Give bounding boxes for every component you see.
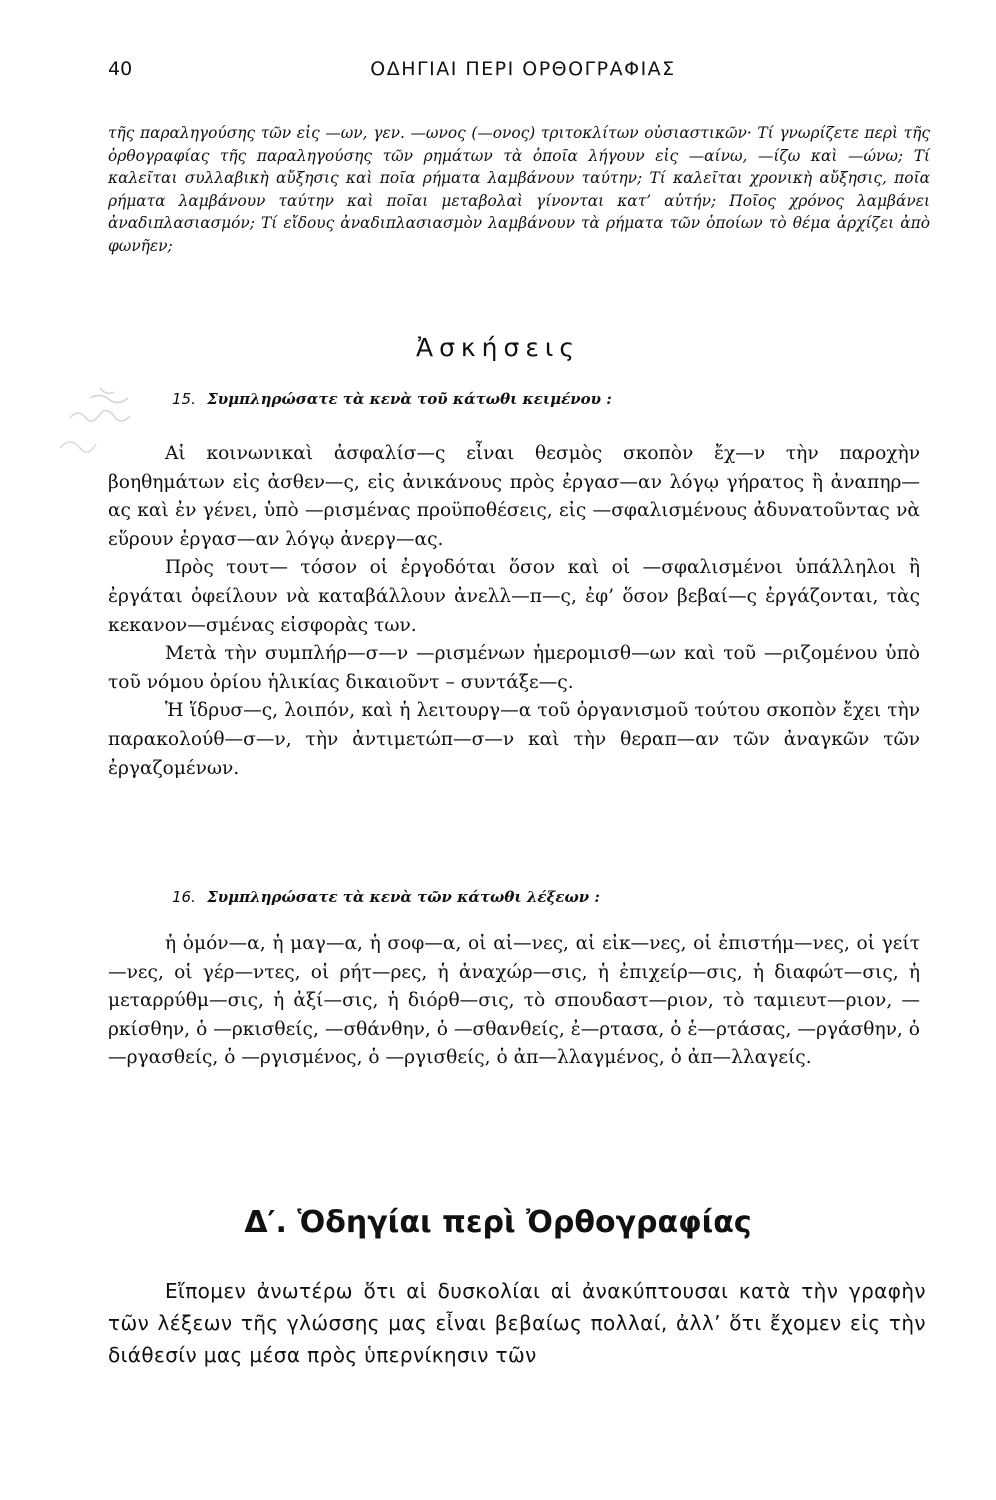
exercise-16-text [108,930,920,1073]
section-paragraph: Εἴπομεν ἀνωτέρω ὅτι αἱ δυσκολίαι αἱ ἀνακύπτουσαι κατὰ τὴν γραφὴν τῶν λέξεων τῆς γλώσσης μας εἶναι βεβαίως πολλαί, ἀλλ’ ὅτι ἔχομεν εἰς τὴν διάθεσίν μας μέσα πρὸς ὑπερνίκησιν τῶν [108,1279,926,1367]
intro-questions-block [108,122,930,258]
exercise-15-paragraph: Μετὰ τὴν συμπλήρ—σ—ν —ρισμένων ἡμερομισθ—ων καὶ τοῦ —ριζομένου ὑπὸ τοῦ νόμου ὁρίου ἡλικίας δικαιοῦντ – συντάξε—ς. [108,643,920,693]
exercise-16-number: 16. [172,888,196,906]
section-title: Δ′. Ὁδηγίαι περὶ Ὀρθογραφίας [244,1205,752,1240]
running-title: ΟΔΗΓΙΑΙ ΠΕΡΙ ΟΡΘΟΓΡΑΦΙΑΣ [370,58,676,80]
exercise-15-heading [172,390,612,408]
exercise-15-instruction: Συμπληρώσατε τὰ κενὰ τοῦ κάτωθι κειμένου : [207,390,612,408]
exercise-16-instruction: Συμπληρώσατε τὰ κενὰ τῶν κάτωθι λέξεων : [207,888,600,906]
exercise-16-heading [172,888,600,906]
page-header [108,58,938,88]
exercise-16-word-list: ἡ ὁμόν—α, ἡ μαγ—α, ἡ σοφ—α, οἱ αἰ—νες, αἱ εἰκ—νες, οἱ ἐπιστήμ—νες, οἱ γείτ—νες, οἱ γέρ—ντες, οἱ ρήτ—ρες, ἡ ἀναχώρ—σις, ἡ ἐπιχείρ—σις, ἡ διαφώτ—σις, ἡ μεταρρύθμ—σις, ἡ ἀξί—σις, ἡ διόρθ—σις, τὸ σπουδαστ—ριον, τὸ ταμιευτ—ριον, —ρκίσθην, ὁ —ρκισθείς, —σθάνθην, ὁ —σθανθείς, ἐ—ρτασα, ὁ ἑ—ρτάσας, —ργάσθην, ὁ —ργασθείς, ὁ —ργισμένος, ὁ —ργισθείς, ὁ ἀπ—λλαγμένος, ὁ ἀπ—λλαγείς. [108,933,920,1069]
exercise-15-paragraph: Ἡ ἵδρυσ—ς, λοιπόν, καὶ ἡ λειτουργ—α τοῦ ὀργανισμοῦ τούτου σκοπὸν ἔχει τὴν παρακολούθ—σ—ν, τὴν ἀντιμετώπ—σ—ν καὶ τὴν θεραπ—αν τῶν ἀναγκῶν τῶν ἐργαζομένων. [108,700,920,779]
exercises-heading: Ἀσκήσεις [415,333,580,362]
exercise-15-paragraph: Πρὸς τουτ— τόσον οἱ ἐργοδόται ὅσον καὶ οἱ —σφαλισμένοι ὑπάλληλοι ἢ ἐργάται ὀφείλουν νὰ καταβάλλουν ἀνελλ—π—ς, ἐφ’ ὅσον βεβαί—ς ἐργάζονται, τὰς κεκανον—σμένας εἰσφορὰς των. [108,557,920,636]
intro-questions-text: τῆς παραληγούσης τῶν εἰς —ων, γεν. —ωνος (—ονος) τριτοκλίτων οὐσιαστικῶν· Τί γνωρίζετε περὶ τῆς ὀρθογραφίας τῆς παραληγούσης τῶν ρημάτων τὰ ὁποῖα λήγουν εἰς —αίνω, —ίζω καὶ —ώνω; Τί καλεῖται συλλαβικὴ αὔξησις καὶ ποῖα ρήματα λαμβάνουν ταύτην; Τί καλεῖται χρονικὴ αὔξησις, ποῖα ρήματα λαμβάνουν ταύτην καὶ ποῖαι μεταβολαὶ γίνονται κατ’ αὐτήν; Ποῖος χρόνος λαμβάνει ἀναδιπλασιασμόν; Τί εἴδους ἀναδιπλασιασμὸν λαμβάνουν τὰ ρήματα τῶν ὁποίων τὸ θέμα ἀρχίζει ἀπὸ φωνῆεν; [108,124,930,255]
page-number: 40 [108,58,133,80]
exercise-15-number: 15. [172,390,196,408]
exercise-15-paragraph: Αἱ κοινωνικαὶ ἀσφαλίσ—ς εἶναι θεσμὸς σκοπὸν ἔχ—ν τὴν παροχὴν βοηθημάτων εἰς ἀσθεν—ς, εἰς ἀνικάνους πρὸς ἐργασ—αν λόγῳ γήρατος ἢ ἀναπηρ—ας καὶ ἐν γένει, ὑπὸ —ρισμένας προϋποθέσεις, εἰς —σφαλισμένους ἀδυνατοῦντας νὰ εὕρουν ἐργασ—αν λόγῳ ἀνεργ—ας. [108,443,920,550]
exercise-15-text [108,440,920,783]
section-body [108,1275,926,1371]
